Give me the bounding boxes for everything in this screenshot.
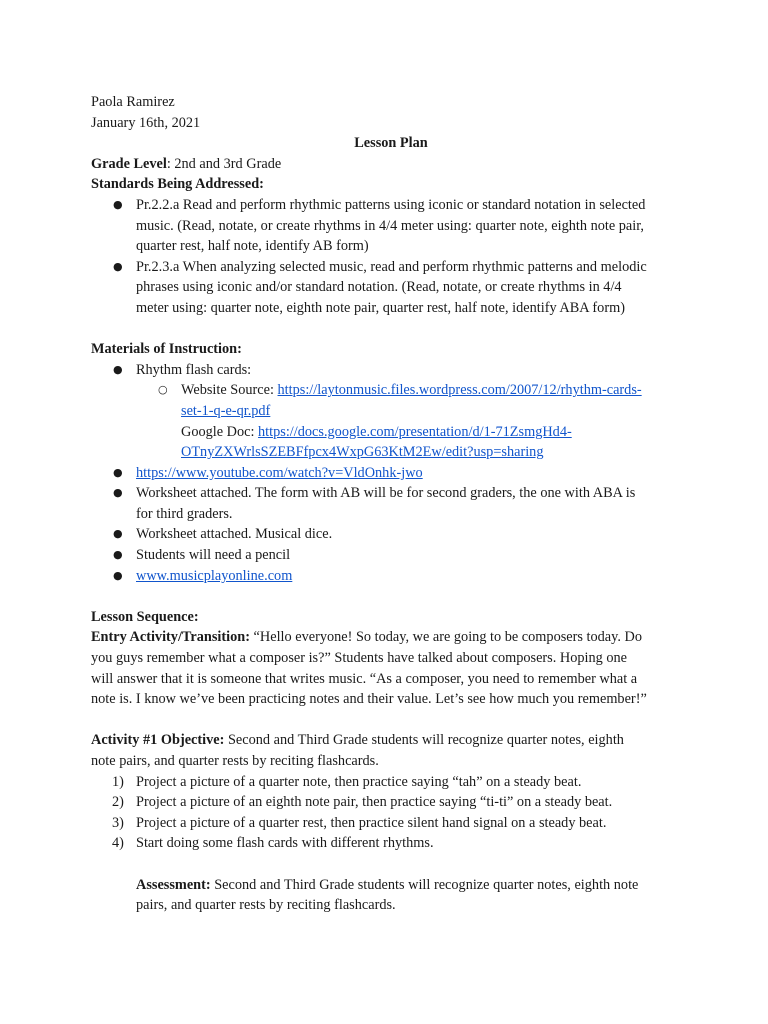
sequence-heading — [91, 607, 691, 628]
author-name: Paola Ramirez — [91, 94, 175, 110]
entry-activity-line — [91, 627, 691, 648]
standards-heading — [91, 174, 691, 195]
assessment-line — [136, 875, 691, 896]
document-title — [91, 133, 691, 154]
activity-step — [91, 792, 691, 813]
sequence-heading-text: Lesson Sequence: — [91, 608, 199, 625]
assessment-block — [91, 875, 691, 916]
step-number: 3) — [112, 814, 124, 831]
website-source-line — [181, 401, 691, 422]
musicplay-link[interactable]: www.musicplayonline.com — [136, 567, 293, 584]
materials-subitem — [91, 380, 691, 421]
activity-objective-label: Activity #1 Objective: — [91, 732, 225, 749]
flash-cards-text: Rhythm flash cards: — [136, 361, 252, 378]
bullet-icon: ● — [113, 568, 123, 582]
standard-line: Pr.2.2.a Read and perform rhythmic patterns using iconic or standard notation in selected — [136, 196, 646, 213]
assessment-label: Assessment: — [136, 876, 211, 893]
step-text: Project a picture of a quarter rest, then practice silent hand signal on a steady beat. — [136, 814, 607, 831]
standard-line: Pr.2.3.a When analyzing selected music, read and perform rhythmic patterns and melodic — [136, 258, 647, 275]
standard-line: meter using: quarter note, eighth note pair, quarter rest, half note, identify ABA form) — [136, 299, 625, 316]
standard-item — [91, 195, 691, 257]
activity-step — [91, 772, 691, 793]
pencil-line: Students will need a pencil — [136, 547, 291, 564]
grade-level-label: Grade Level — [91, 155, 167, 172]
bullet-icon: ● — [113, 362, 123, 376]
website-source-line — [181, 380, 691, 401]
google-doc-block — [91, 422, 691, 463]
activity-step — [91, 833, 691, 854]
website-source-label: Website Source: — [181, 382, 278, 399]
google-doc-line — [181, 422, 691, 443]
materials-heading — [91, 339, 691, 360]
materials-item — [91, 360, 691, 381]
step-text: Start doing some flash cards with different rhythms. — [136, 835, 434, 852]
assessment-text: Second and Third Grade students will recognize quarter notes, eighth note — [210, 876, 639, 893]
google-doc-link-cont[interactable]: OTnyZXWrlsSZEBFfpcx4WxpG63KtM2Ew/edit?usp=sharing — [181, 444, 544, 461]
worksheet-dice-line: Worksheet attached. Musical dice. — [136, 526, 333, 543]
standard-line: quarter rest, half note, identify AB form) — [136, 238, 369, 255]
entry-activity-line: will answer that it is someone that writes music. “As a composer, you need to remember what a — [91, 670, 638, 687]
materials-item — [91, 463, 691, 484]
bullet-icon: ● — [113, 527, 123, 541]
materials-item — [91, 524, 691, 545]
materials-item — [91, 483, 691, 524]
grade-level-value: : 2nd and 3rd Grade — [166, 155, 282, 172]
document-date: January 16th, 2021 — [91, 114, 201, 131]
materials-item — [91, 545, 691, 566]
bullet-icon: ● — [113, 259, 123, 273]
activity-step — [91, 813, 691, 834]
step-text: Project a picture of an eighth note pair, then practice saying “ti-ti” on a steady beat. — [136, 794, 613, 811]
document-title-text: Lesson Plan — [354, 135, 428, 152]
youtube-line — [136, 463, 691, 484]
google-doc-label: Google Doc: — [181, 423, 259, 440]
bullet-icon: ● — [113, 197, 123, 211]
hollow-bullet-icon: ○ — [158, 383, 168, 397]
bullet-icon: ● — [113, 465, 123, 479]
activity-objective-line: note pairs, and quarter rests by reciting flashcards. — [91, 753, 379, 769]
materials-heading-text: Materials of Instruction: — [91, 341, 242, 358]
bullet-icon: ● — [113, 486, 123, 500]
assessment-line: pairs, and quarter rests by reciting flashcards. — [136, 897, 396, 914]
step-number: 1) — [112, 773, 124, 790]
worksheet-line: for third graders. — [136, 505, 233, 522]
activity-objective-text: Second and Third Grade students will recognize quarter notes, eighth — [224, 732, 624, 749]
grade-level — [91, 154, 691, 175]
musicplay-line — [136, 566, 691, 587]
entry-activity-line: you guys remember what a composer is?” Students have talked about composers. Hoping one — [91, 650, 628, 667]
entry-activity-text: “Hello everyone! So today, we are going to be composers today. Do — [249, 629, 642, 646]
activity-objective-line — [91, 730, 691, 751]
spacer — [91, 854, 691, 875]
step-number: 2) — [112, 794, 124, 811]
step-number: 4) — [112, 835, 124, 852]
standard-item — [91, 257, 691, 319]
youtube-link[interactable]: https://www.youtube.com/watch?v=VldOnhk-jwo — [136, 464, 423, 481]
bullet-icon: ● — [113, 548, 123, 562]
google-doc-line — [181, 442, 691, 463]
entry-activity-line: note is. I know we’ve been practicing notes and their value. Let’s see how much you remember!” — [91, 691, 647, 708]
spacer — [91, 319, 691, 340]
standard-line: music. (Read, notate, or create rhythms in 4/4 meter using: quarter note, eighth note pair, — [136, 217, 645, 234]
entry-activity-label: Entry Activity/Transition: — [91, 629, 250, 646]
spacer — [91, 586, 691, 607]
step-text: Project a picture of a quarter note, then practice saying “tah” on a steady beat. — [136, 773, 582, 790]
website-source-link-cont[interactable]: set-1-q-e-qr.pdf — [181, 402, 271, 419]
materials-item — [91, 566, 691, 587]
website-source-link[interactable]: https://laytonmusic.files.wordpress.com/2007/12/rhythm-cards- — [277, 382, 642, 399]
worksheet-line: Worksheet attached. The form with AB will be for second graders, the one with ABA is — [136, 485, 636, 502]
google-doc-link[interactable]: https://docs.google.com/presentation/d/1-71ZsmgHd4- — [258, 423, 572, 440]
spacer — [91, 710, 691, 731]
document-page — [91, 92, 691, 916]
standard-line: phrases using iconic and/or standard notation. (Read, notate, or create rhythms in 4/4 — [136, 279, 622, 296]
standards-heading-text: Standards Being Addressed: — [91, 176, 264, 193]
